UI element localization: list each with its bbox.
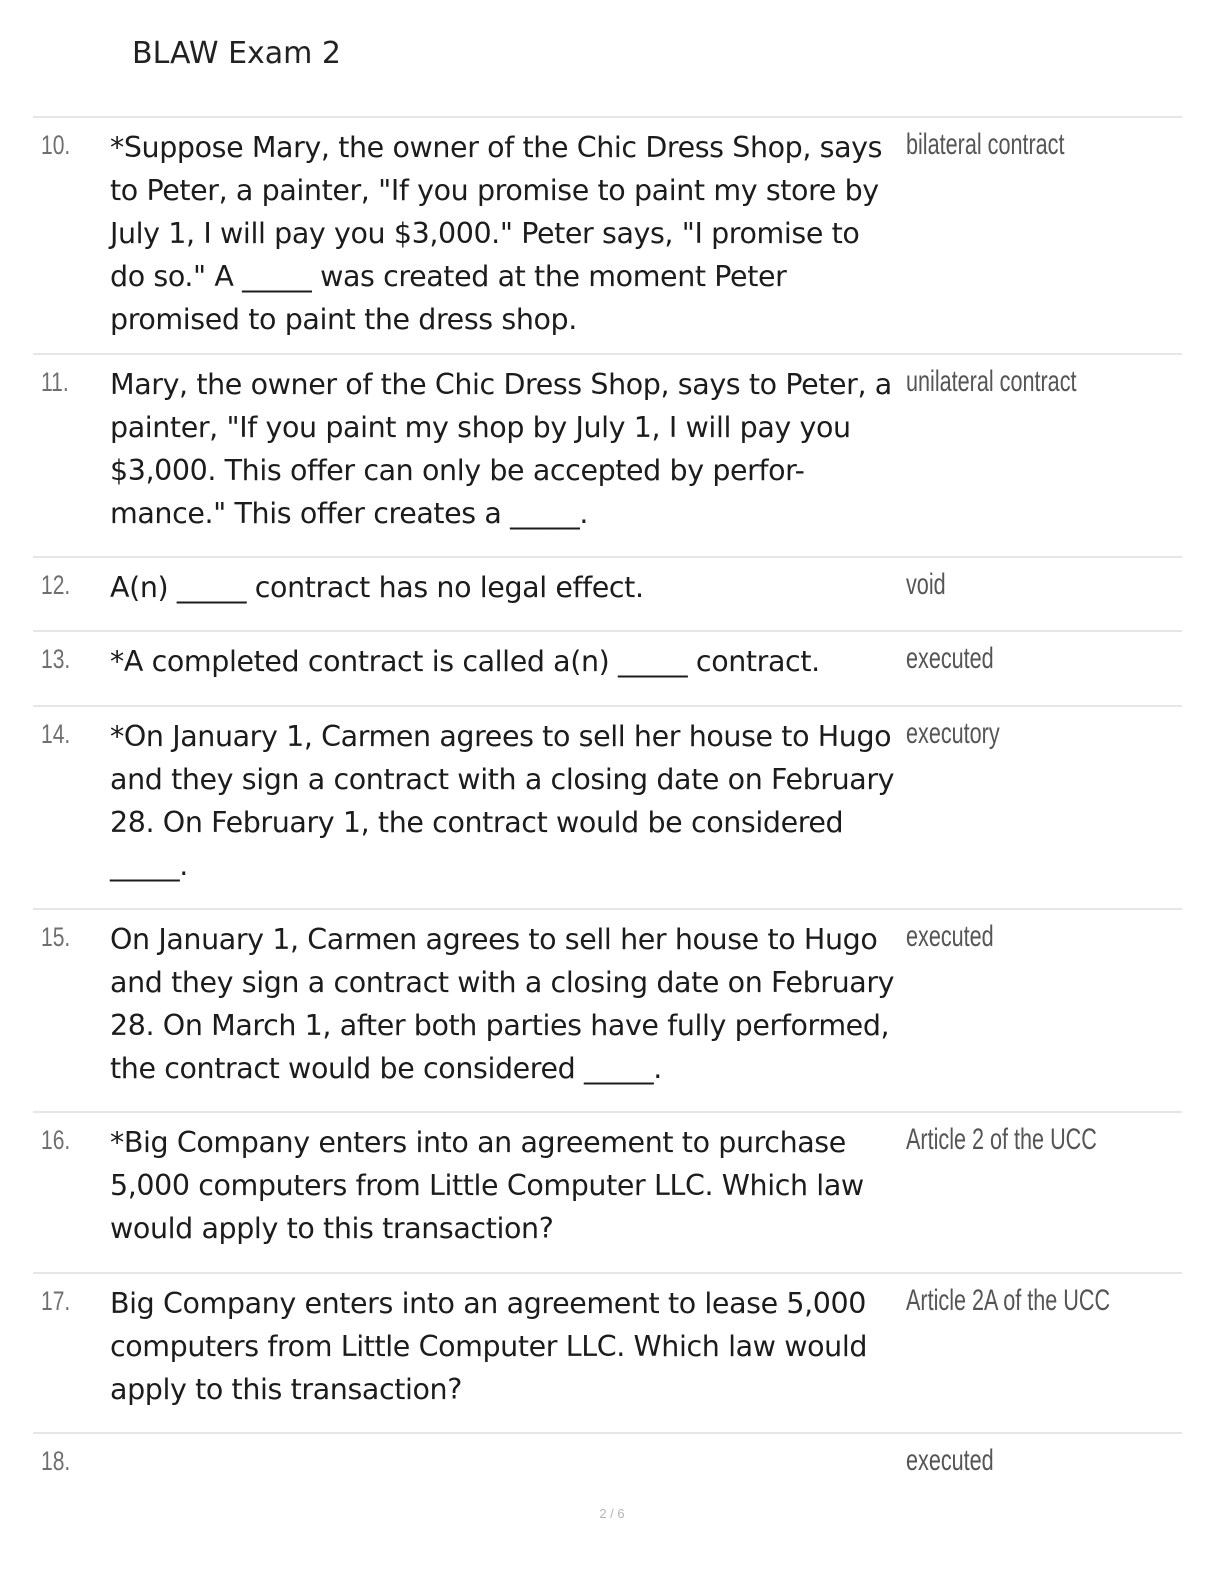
- page-number: 2 / 6: [599, 1506, 625, 1521]
- flashcard: [33, 1432, 1182, 1502]
- card-number: 12.: [41, 570, 71, 600]
- card-term: Mary, the owner of the Chic Dress Shop, says to Peter, a painter, "If you paint my shop by July 1, I will pay you $3,000. This offer can only be accepted by perfor-mance." This offer creates a _____.: [110, 368, 892, 530]
- card-number: 11.: [41, 367, 69, 397]
- page-title: BLAW Exam 2: [132, 36, 342, 71]
- card-term: On January 1, Carmen agrees to sell her house to Hugo and they sign a contract with a closing date on February 28. On March 1, after both parties have fully performed, the contract would be considered _____.: [110, 923, 895, 1085]
- card-term: *A completed contract is called a(n) _____ contract.: [110, 645, 820, 678]
- card-number: 15.: [41, 922, 71, 952]
- card-definition: Article 2 of the UCC: [906, 1123, 1097, 1156]
- card-term: A(n) _____ contract has no legal effect.: [110, 571, 644, 604]
- card-number: 16.: [41, 1125, 71, 1155]
- card-definition: bilateral contract: [906, 128, 1065, 161]
- card-number: 14.: [41, 719, 71, 749]
- card-term: *On January 1, Carmen agrees to sell her house to Hugo and they sign a contract with a closing date on February 28. On February 1, the contract would be considered _____.: [110, 720, 895, 882]
- flashcard: [33, 1272, 1182, 1432]
- card-definition: executed: [906, 920, 994, 953]
- card-number: 13.: [41, 644, 71, 674]
- card-number: 17.: [41, 1286, 71, 1316]
- flashcard: [33, 908, 1182, 1111]
- card-term: Big Company enters into an agreement to lease 5,000 computers from Little Computer LLC. Which law would apply to this transaction?: [110, 1287, 868, 1406]
- card-definition: executory: [906, 717, 1000, 750]
- flashcard: [33, 556, 1182, 630]
- card-definition: unilateral contract: [906, 365, 1077, 398]
- flashcard: [33, 630, 1182, 705]
- flashcard-list: [33, 116, 1182, 1502]
- flashcard: [33, 116, 1182, 353]
- flashcard: [33, 353, 1182, 556]
- card-number: 10.: [41, 130, 71, 160]
- card-number: 18.: [41, 1446, 71, 1476]
- card-definition: executed: [906, 1444, 994, 1477]
- flashcard: [33, 1111, 1182, 1272]
- card-term: *Suppose Mary, the owner of the Chic Dress Shop, says to Peter, a painter, "If you promise to paint my store by July 1, I will pay you $3,000." Peter says, "I promise to do so." A _____ was created at the moment Peter promised to paint the dress shop.: [110, 131, 883, 336]
- flashcard: [33, 705, 1182, 908]
- card-definition: void: [906, 568, 946, 601]
- card-definition: Article 2A of the UCC: [906, 1284, 1111, 1317]
- card-definition: executed: [906, 642, 994, 675]
- card-term: *Big Company enters into an agreement to purchase 5,000 computers from Little Computer LLC. Which law would apply to this transaction?: [110, 1126, 864, 1245]
